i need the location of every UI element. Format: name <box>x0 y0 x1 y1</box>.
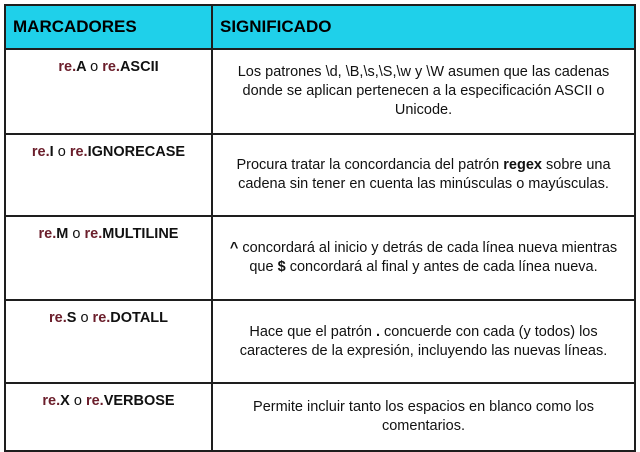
flag-prefix: re. <box>58 59 77 75</box>
description-bold: ^ <box>229 240 239 256</box>
description-text: Permite incluir tanto los espacios en blanco como los comentarios. <box>253 399 594 434</box>
flag-name: M <box>56 226 69 242</box>
regex-flags-table <box>4 4 636 452</box>
flag-prefix: re. <box>92 310 111 326</box>
description-text: concordará al inicio y detrás de cada línea nueva mientras que <box>238 240 618 275</box>
description-bold: . <box>375 323 380 340</box>
table-row <box>5 216 635 300</box>
description-text: Los patrones \d, \B,\s,\S,\w y \W asumen que las cadenas donde se aplican pertenecen a la especificación ASCII o Unicode. <box>237 64 610 118</box>
header-marcadores: MARCADORES <box>5 5 212 49</box>
description-bold: regex <box>503 157 542 173</box>
flag-name: A <box>76 59 87 75</box>
flag-prefix: re. <box>31 144 50 160</box>
flag-prefix: re. <box>48 310 67 326</box>
table-row <box>5 383 635 451</box>
header-row <box>5 5 635 49</box>
or-word: o <box>73 393 82 409</box>
description-text: concuerde con cada (y todos) los caracteres de la expresión, incluyendo las nuevas líneas. <box>239 323 608 359</box>
flag-prefix: re. <box>84 226 103 242</box>
description-text: Hace que el patrón <box>249 323 376 340</box>
flag-prefix: re. <box>38 226 57 242</box>
flag-prefix: re. <box>69 144 88 160</box>
description-text: concordará al final y antes de cada línea nueva. <box>285 259 598 275</box>
table-row <box>5 49 635 134</box>
or-word: o <box>80 310 89 326</box>
table-row <box>5 300 635 383</box>
flag-name: ASCII <box>119 59 159 75</box>
description-cell <box>212 300 635 383</box>
flag-prefix: re. <box>85 393 104 409</box>
flag-cell <box>5 300 212 383</box>
or-word: o <box>90 59 99 75</box>
flag-name: MULTILINE <box>102 226 179 242</box>
or-word: o <box>57 144 66 160</box>
flag-cell <box>5 49 212 134</box>
flag-name: IGNORECASE <box>87 144 186 160</box>
flag-cell <box>5 383 212 451</box>
description-cell <box>212 49 635 134</box>
description-text: Procura tratar la concordancia del patrón <box>236 157 504 173</box>
flag-prefix: re. <box>102 59 120 75</box>
flag-prefix: re. <box>42 393 61 409</box>
flag-cell <box>5 216 212 300</box>
table-row <box>5 134 635 216</box>
header-significado: SIGNIFICADO <box>212 5 635 49</box>
description-cell <box>212 216 635 300</box>
flag-name: I <box>49 144 54 160</box>
flag-cell <box>5 134 212 216</box>
description-cell <box>212 134 635 216</box>
description-text: sobre una cadena sin tener en cuenta las minúsculas o mayúsculas. <box>238 157 611 192</box>
flag-name: VERBOSE <box>103 393 175 409</box>
flag-name: DOTALL <box>110 310 169 326</box>
flag-name: S <box>66 310 77 326</box>
or-word: o <box>72 226 81 242</box>
description-bold: $ <box>277 259 286 275</box>
description-cell <box>212 383 635 451</box>
flag-name: X <box>60 393 70 409</box>
